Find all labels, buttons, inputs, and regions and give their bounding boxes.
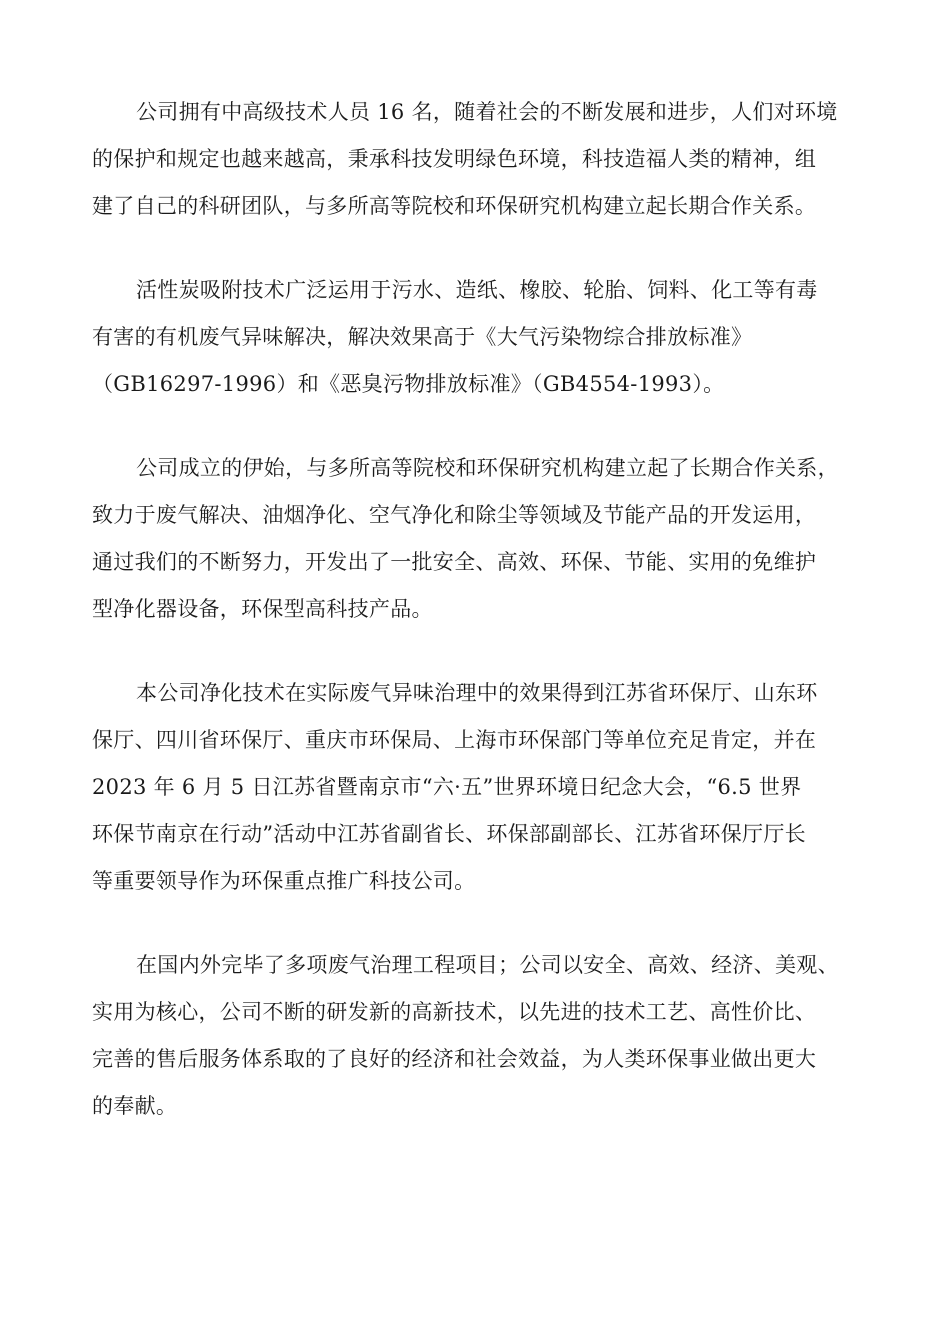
paragraph-line: 的保护和规定也越来越高，秉承科技发明绿色环境，科技造福人类的精神，组 bbox=[92, 147, 817, 171]
paragraph-line: 保厅、四川省环保厅、重庆市环保局、上海市环保部门等单位充足肯定，并在 bbox=[92, 728, 817, 752]
paragraph-line: 有害的有机废气异味解决，解决效果高于《大气污染物综合排放标准》 bbox=[92, 325, 753, 349]
paragraph-line: 实用为核心，公司不断的研发新的高新技术，以先进的技术工艺、高性价比、 bbox=[92, 1000, 817, 1024]
paragraph-line: 完善的售后服务体系取的了良好的经济和社会效益，为人类环保事业做出更大 bbox=[92, 1047, 817, 1071]
paragraph-line: 等重要领导作为环保重点推广科技公司。 bbox=[92, 869, 476, 893]
paragraph-line: 通过我们的不断努力，开发出了一批安全、高效、环保、节能、实用的免维护 bbox=[92, 550, 817, 574]
paragraph-line: 活性炭吸附技术广泛运用于污水、造纸、橡胶、轮胎、饲料、化工等有毒 bbox=[136, 278, 818, 302]
paragraph-line: 公司成立的伊始，与多所高等院校和环保研究机构建立起了长期合作关系， bbox=[136, 456, 839, 480]
paragraph-line: 本公司净化技术在实际废气异味治理中的效果得到江苏省环保厅、山东环 bbox=[136, 681, 818, 705]
paragraph-line: 致力于废气解决、油烟净化、空气净化和除尘等领域及节能产品的开发运用， bbox=[92, 503, 817, 527]
paragraph-line: 的奉献。 bbox=[92, 1094, 178, 1118]
paragraph-line: 环保节南京在行动”活动中江苏省副省长、环保部副部长、江苏省环保厅厅长 bbox=[92, 822, 806, 846]
paragraph-line: 型净化器设备，环保型高科技产品。 bbox=[92, 597, 433, 621]
paragraph-line: 在国内外完毕了多项废气治理工程项目；公司以安全、高效、经济、美观、 bbox=[136, 953, 839, 977]
paragraph-line: 公司拥有中高级技术人员 16 名，随着社会的不断发展和进步，人们对环境 bbox=[136, 100, 838, 124]
paragraph-line: （GB16297-1996）和《恶臭污物排放标准》（GB4554-1993）。 bbox=[92, 372, 725, 396]
paragraph-line: 2023 年 6 月 5 日江苏省暨南京市“六·五”世界环境日纪念大会，“6.5 世界 bbox=[92, 775, 802, 799]
paragraph-line: 建了自己的科研团队，与多所高等院校和环保研究机构建立起长期合作关系。 bbox=[92, 194, 817, 218]
